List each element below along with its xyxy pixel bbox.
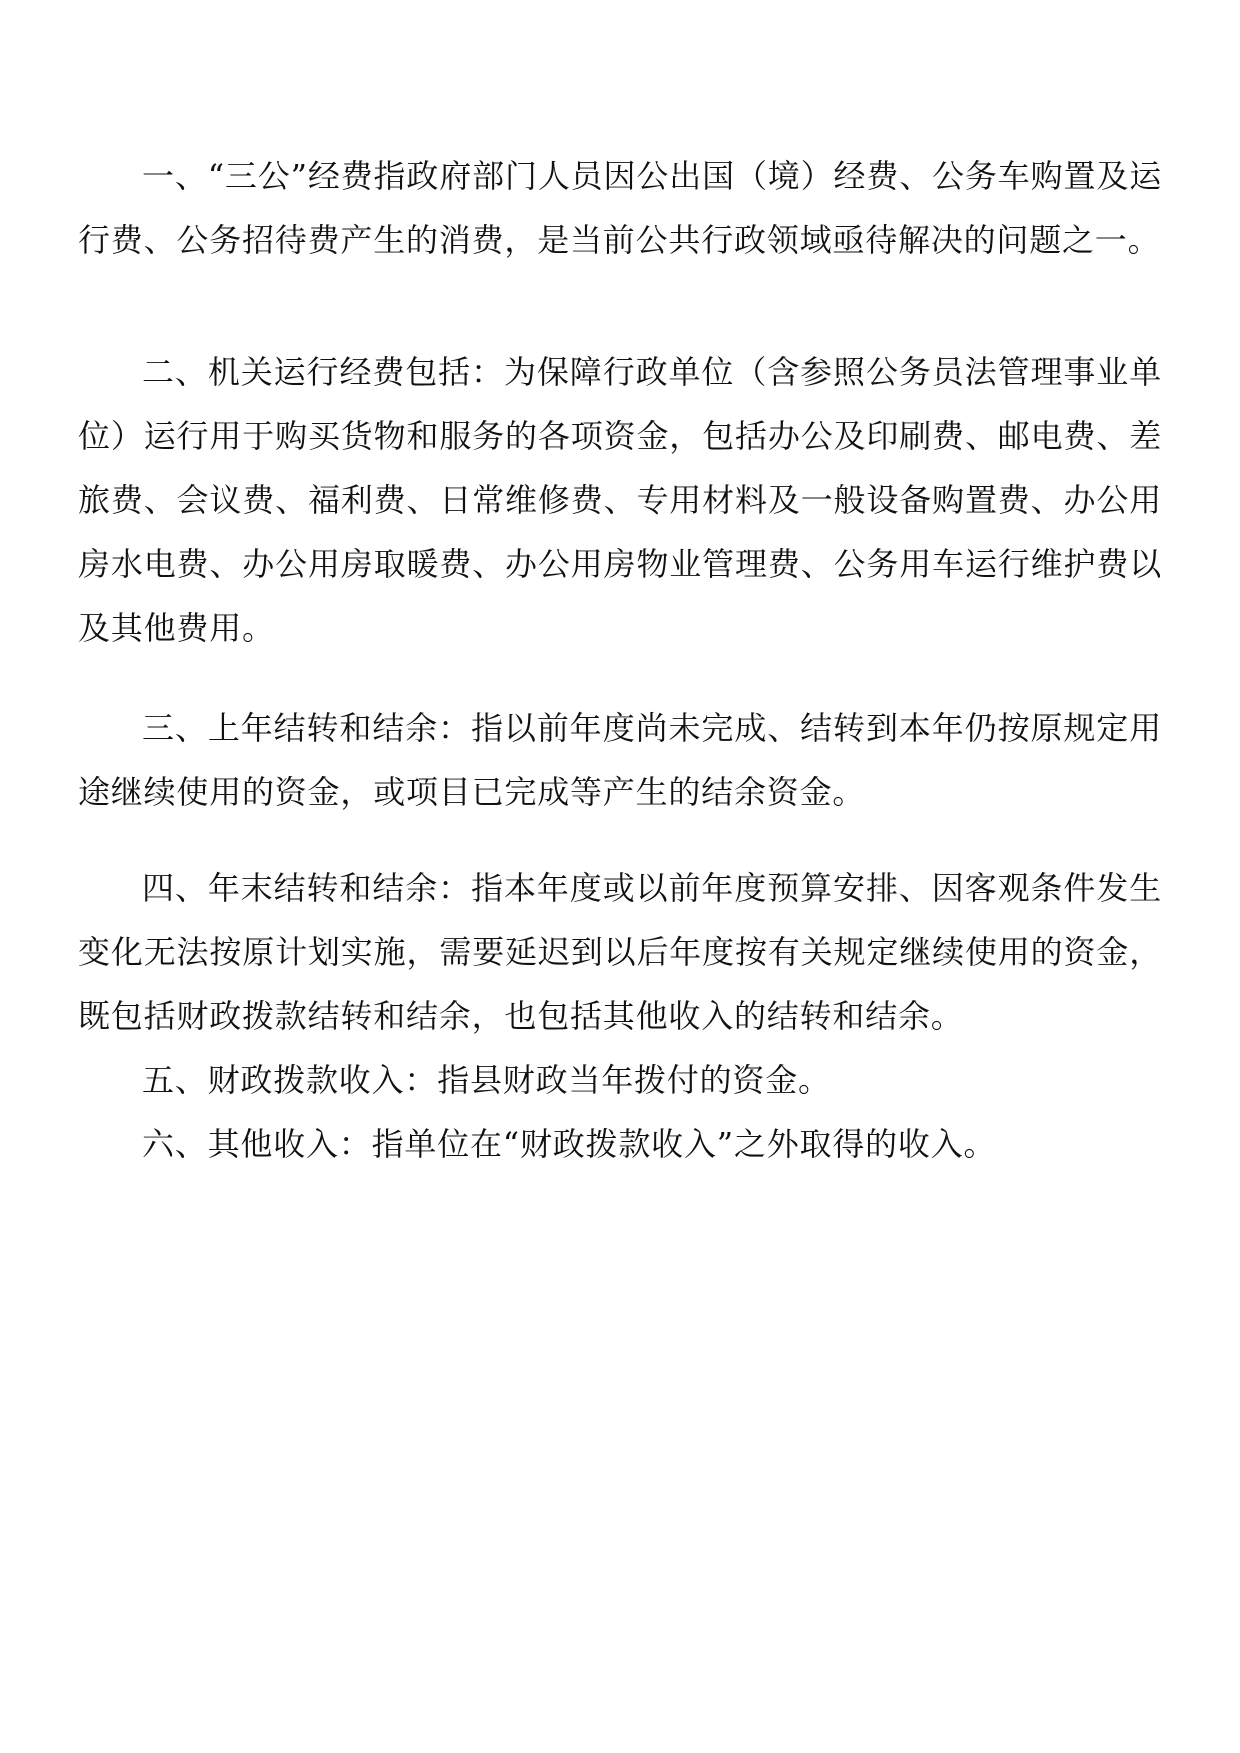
definition-paragraph-1: 一、“三公”经费指政府部门人员因公出国（境）经费、公务车购置及运行费、公务招待费产生的消费，是当前公共行政领域亟待解决的问题之一。 bbox=[78, 157, 1162, 259]
definition-paragraph-6: 六、其他收入：指单位在“财政拨款收入”之外取得的收入。 bbox=[142, 1125, 997, 1163]
definition-paragraph-4: 四、年末结转和结余：指本年度或以前年度预算安排、因客观条件发生变化无法按原计划实施，需要延迟到以后年度按有关规定继续使用的资金，既包括财政拨款结转和结余，也包括其他收入的结转和结余。 bbox=[78, 869, 1162, 1035]
definition-paragraph-5: 五、财政拨款收入：指县财政当年拨付的资金。 bbox=[142, 1061, 831, 1099]
definition-paragraph-2: 二、机关运行经费包括：为保障行政单位（含参照公务员法管理事业单位）运行用于购买货物和服务的各项资金，包括办公及印刷费、邮电费、差旅费、会议费、福利费、日常维修费、专用材料及一般设备购置费、办公用房水电费、办公用房取暖费、办公用房物业管理费、公务用车运行维护费以及其他费用。 bbox=[78, 353, 1162, 647]
definition-paragraph-3: 三、上年结转和结余：指以前年度尚未完成、结转到本年仍按原规定用途继续使用的资金，或项目已完成等产生的结余资金。 bbox=[78, 709, 1162, 811]
